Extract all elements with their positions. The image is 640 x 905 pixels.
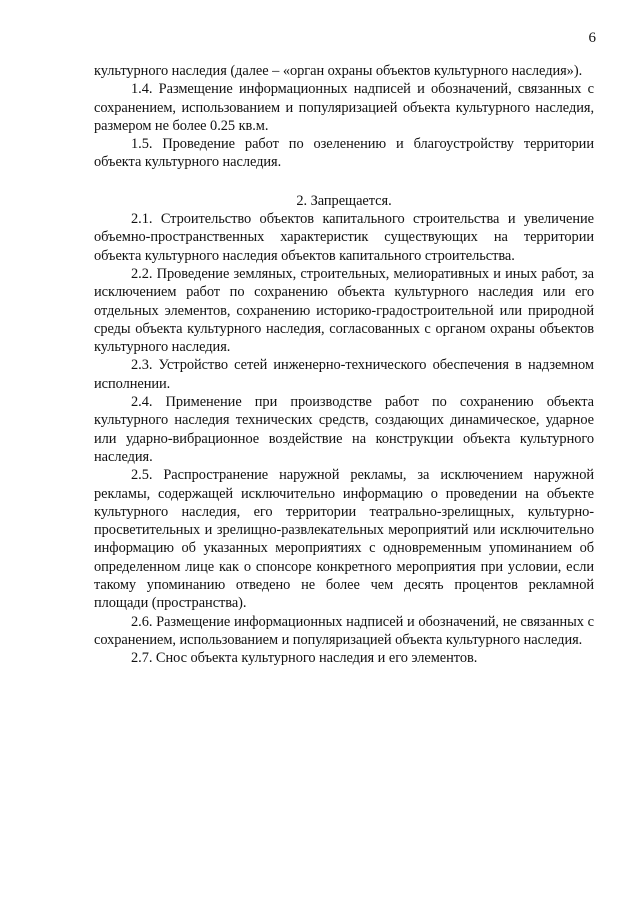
- item-2-5: 2.5. Распространение наружной рекламы, за исключением наружной рекламы, содержащей исключительно информацию о проведении на объекте культурного наследия, его территории театрально-зрелищных, культурно-просветительных и зрелищно-развлекательных мероприятий или исключительно информацию об указанных мероприятиях с одновременным упоминанием об определенном лице как о спонсоре конкретного мероприятия при условии, если такому упоминанию отведено не более чем десять процентов рекламной площади (пространства).: [94, 467, 594, 612]
- item-2-4: 2.4. Применение при производстве работ по сохранению объекта культурного наследия технических средств, создающих динамическое, ударное или ударно-вибрационное воздействие на конструкции объекта культурного наследия.: [94, 394, 594, 465]
- document-body: [94, 62, 594, 668]
- continuation-paragraph: культурного наследия (далее – «орган охраны объектов культурного наследия»).: [94, 63, 583, 79]
- item-2-1: 2.1. Строительство объектов капитального строительства и увеличение объемно-пространственных характеристик существующих на территории объекта культурного наследия объектов капитального строительства.: [94, 211, 594, 264]
- item-1-4: 1.4. Размещение информационных надписей и обозначений, связанных с сохранением, использованием и популяризацией объекта культурного наследия, размером не более 0.25 кв.м.: [94, 81, 594, 134]
- section-heading: 2. Запрещается.: [296, 192, 392, 209]
- item-2-7: 2.7. Снос объекта культурного наследия и его элементов.: [131, 650, 478, 667]
- item-2-2: 2.2. Проведение земляных, строительных, мелиоративных и иных работ, за исключением работ по сохранению объекта культурного наследия или его отдельных элементов, сохранению историко-градостроительной или природной среды объекта культурного наследия, согласованных с органом охраны объектов культурного наследия.: [94, 265, 594, 356]
- item-2-3: 2.3. Устройство сетей инженерно-технического обеспечения в надземном исполнении.: [94, 357, 594, 392]
- item-1-5: 1.5. Проведение работ по озеленению и благоустройству территории объекта культурного наследия.: [94, 136, 594, 171]
- item-2-6: 2.6. Размещение информационных надписей и обозначений, не связанных с сохранением, использованием и популяризацией объекта культурного наследия.: [94, 613, 594, 648]
- page-number: 6: [588, 30, 596, 46]
